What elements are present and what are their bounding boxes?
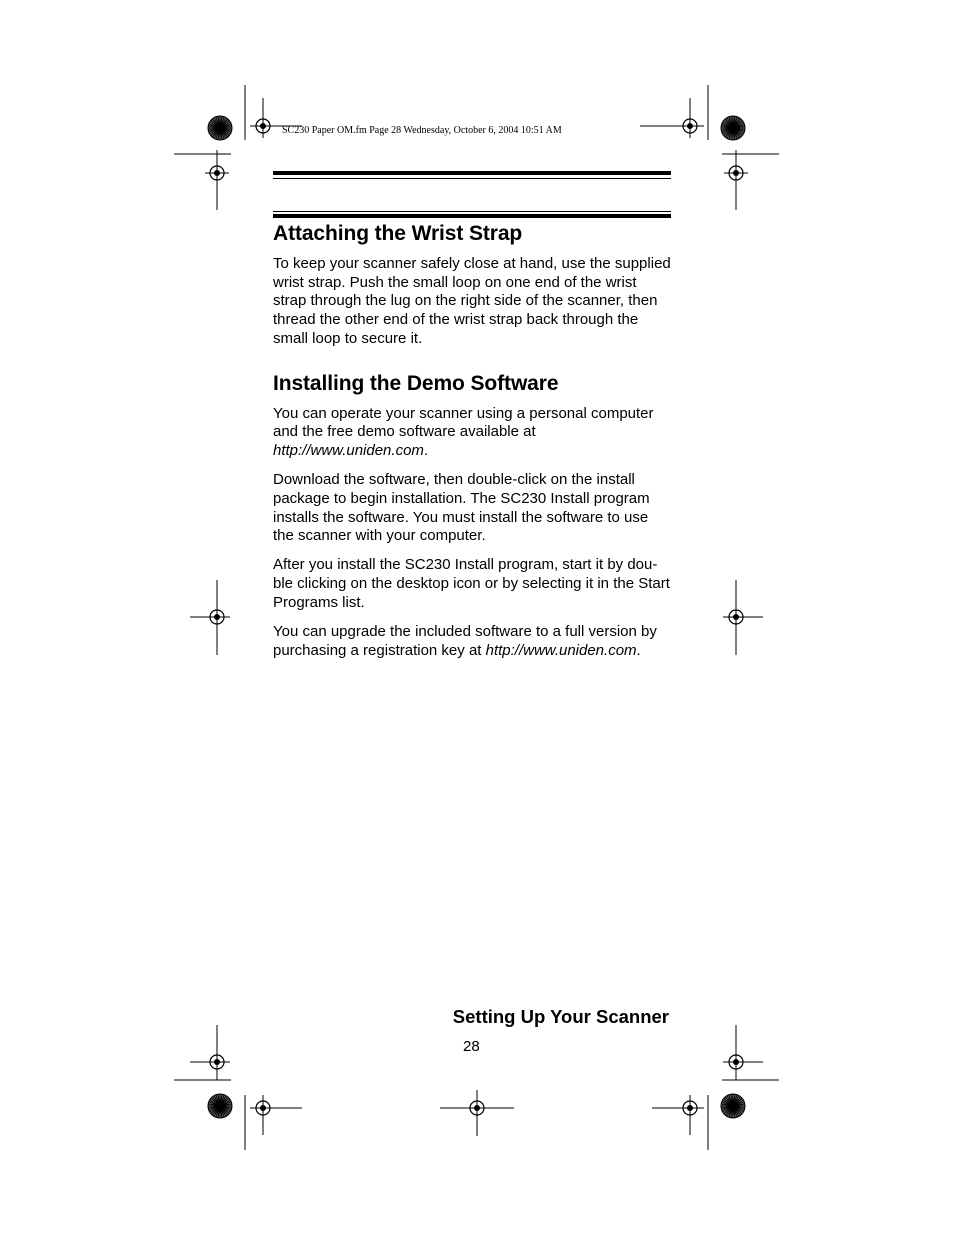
section-title-wrist-strap: Attaching the Wrist Strap xyxy=(273,222,523,245)
top-rule-thin xyxy=(273,178,671,179)
footer-chapter-title: Setting Up Your Scanner xyxy=(452,1006,669,1027)
paragraph-demo-intro: You can operate your scanner using a personal computer and the free demo software available at http://www.uniden.com. xyxy=(273,404,654,459)
page-content xyxy=(273,221,671,660)
paragraph-start-program: After you install the SC230 Install program, start it by dou-ble clicking on the desktop icon or by selecting it in the Start Programs list. xyxy=(273,556,670,611)
page-number: 28 xyxy=(463,1038,480,1055)
paragraph-demo-intro-text: You can operate your scanner using a personal computer and the free demo software available at xyxy=(273,404,654,441)
top-rule-thick xyxy=(273,171,671,175)
section-rule-thin xyxy=(273,211,671,212)
paragraph-wrist-strap: To keep your scanner safely close at hand, use the supplied wrist strap. Push the small loop on one end of the wrist strap through the lug on the right side of the scanner, then thread the other end of the wrist strap back through the small loop to secure it. xyxy=(273,255,671,347)
paragraph-download: Download the software, then double-click on the install package to begin installation. The SC230 Install program installs the software. You must install the software to use the scanner with your computer. xyxy=(273,471,650,545)
paragraph-upgrade: You can upgrade the included software to a full version by purchasing a registration key at http://www.uniden.com. xyxy=(273,623,657,659)
section-title-demo-software: Installing the Demo Software xyxy=(273,371,559,395)
section-rule-thick xyxy=(273,214,671,218)
uniden-link-2[interactable]: http://www.uniden.com xyxy=(485,641,637,659)
uniden-link-1[interactable]: http://www.uniden.com xyxy=(273,441,424,459)
paragraph-upgrade-text: You can upgrade the included software to a full version by purchasing a registration key at xyxy=(273,623,657,659)
print-header-meta: SC230 Paper OM.fm Page 28 Wednesday, October 6, 2004 10:51 AM xyxy=(282,125,562,136)
